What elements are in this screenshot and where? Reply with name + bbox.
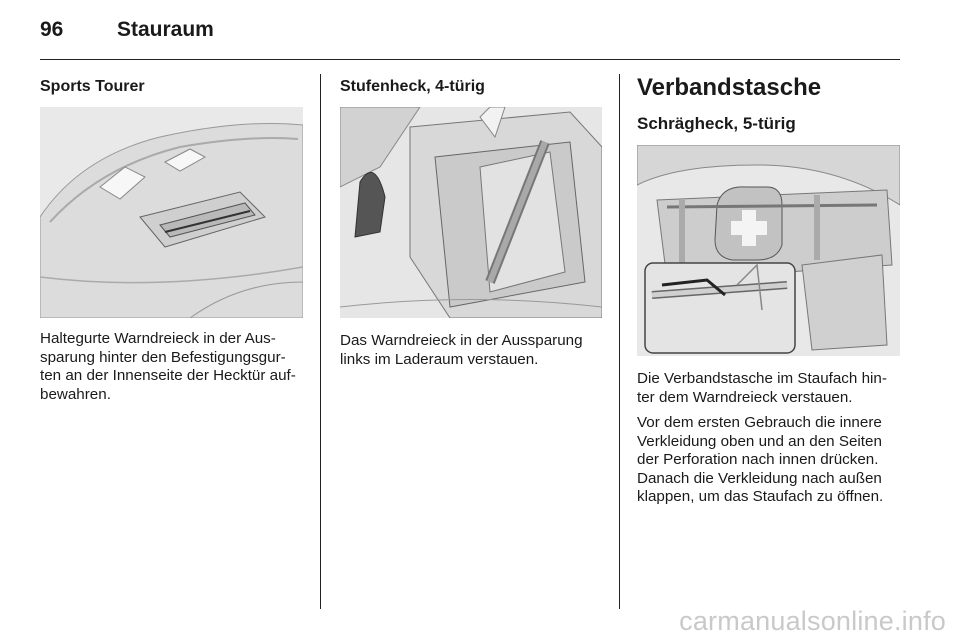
text-line: Das Warndreieck in der Aussparung <box>340 332 583 349</box>
column-divider-2 <box>619 74 620 609</box>
text-line: bewahren. <box>40 385 111 403</box>
text-line: ter dem Warndreieck verstauen. <box>637 388 853 406</box>
page-title: Stauraum <box>117 18 214 41</box>
section-heading-verbandstasche: Verbandstasche <box>637 74 822 101</box>
text-sports-tourer <box>40 330 310 404</box>
text-line: sparung hinter den Befestigungsgur- <box>40 348 286 366</box>
column-sports-tourer <box>40 78 145 96</box>
paragraph-2 <box>637 414 907 507</box>
illustration-first-aid-kit <box>637 145 900 356</box>
column-divider-1 <box>320 74 321 609</box>
paragraph-1 <box>637 370 907 407</box>
section-heading-sports-tourer: Sports Tourer <box>40 78 145 95</box>
watermark: carmanualsonline.info <box>679 606 946 636</box>
text-line: Vor dem ersten Gebrauch die innere <box>637 414 882 431</box>
text-verbandstasche <box>637 370 907 514</box>
text-line: der Perforation nach innen drücken. <box>637 451 879 468</box>
section-heading-stufenheck: Stufenheck, 4-türig <box>340 78 485 95</box>
header-rule <box>40 59 900 60</box>
column-stufenheck <box>340 78 485 96</box>
illustration-trunk-warning-triangle <box>340 107 602 318</box>
column-verbandstasche <box>637 74 821 134</box>
text-line: Verkleidung oben und an den Seiten <box>637 432 882 450</box>
illustration-tailgate-warning-triangle <box>40 107 303 318</box>
text-stufenheck <box>340 332 610 369</box>
text-line: Die Verbandstasche im Staufach hin- <box>637 370 887 387</box>
text-line: Danach die Verkleidung nach außen <box>637 469 882 487</box>
page-number: 96 <box>40 18 64 41</box>
subheading-schraegheck: Schrägheck, 5-türig <box>637 114 796 133</box>
text-line: links im Laderaum verstauen. <box>340 350 539 368</box>
text-line: ten an der Innenseite der Hecktür auf- <box>40 367 296 384</box>
text-line: klappen, um das Staufach zu öffnen. <box>637 488 884 505</box>
text-line: Haltegurte Warndreieck in der Aus- <box>40 330 276 347</box>
